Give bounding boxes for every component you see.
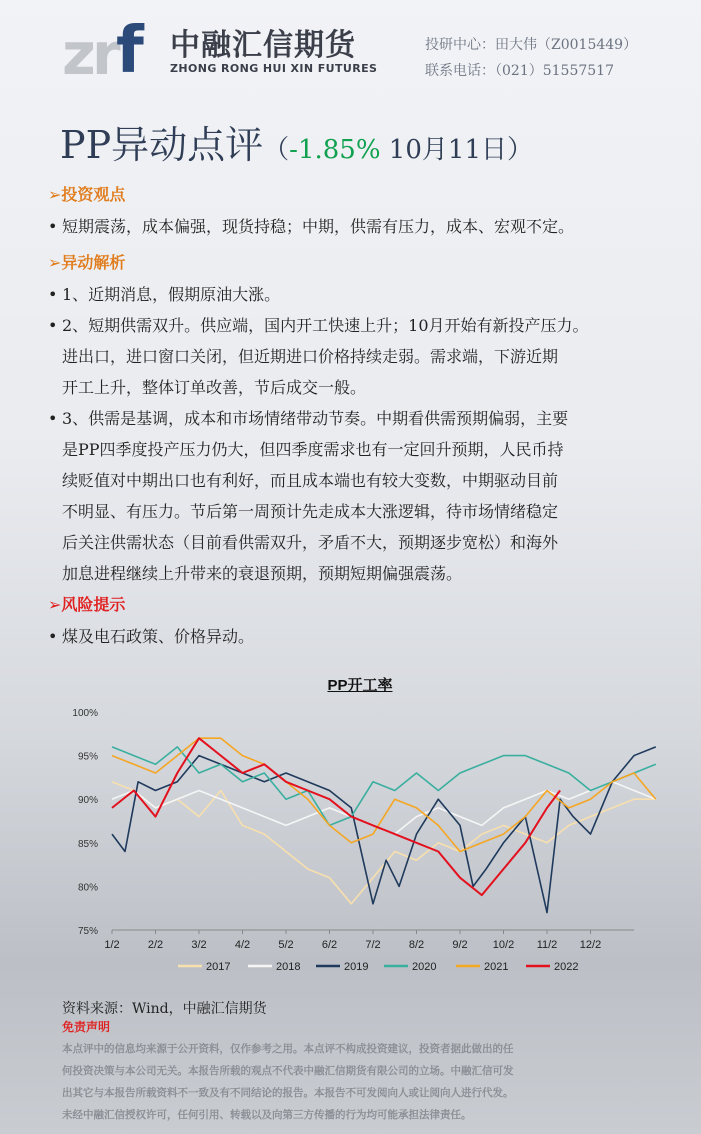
svg-text:r: r bbox=[92, 20, 121, 80]
chart-title: PP开工率 bbox=[327, 677, 393, 694]
series-line-2020 bbox=[112, 747, 656, 826]
header bbox=[0, 0, 701, 100]
x-tick-label: 7/2 bbox=[365, 939, 381, 951]
data-source: 资料来源：Wind，中融汇信期货 bbox=[62, 1001, 267, 1017]
y-tick-label: 80% bbox=[77, 882, 98, 894]
svg-text:z: z bbox=[62, 20, 96, 80]
disclaimer-text: 本点评中的信息均来源于公开资料，仅作参考之用。本点评不构成投资建议，投资者据此做出的任 何投资决策与本公司无关。本报告所载的观点不代表中融汇信期货有限公司的立场。中融汇信可发 出其它与本报告所载资料不一致及有不同结论的报告。本报告不可发阅向人或让阅向人进行代发。 未经中融汇信授权许可，任何引用、转载以及向第三方传播的行为均可能承担法律责任。 bbox=[62, 1043, 514, 1121]
y-tick-label: 85% bbox=[77, 838, 98, 850]
section-title-risk: ➢风险提示 bbox=[48, 595, 126, 614]
company-name-cn: 中融汇信期货 bbox=[170, 28, 356, 63]
x-tick-label: 1/2 bbox=[104, 939, 120, 951]
risk-item: • 煤及电石政策、价格异动。 bbox=[48, 627, 255, 646]
section-title-view: ➢投资观点 bbox=[48, 185, 126, 204]
x-tick-label: 11/2 bbox=[536, 939, 558, 951]
legend-label-2017: 2017 bbox=[206, 961, 231, 973]
svg-text:f: f bbox=[116, 14, 144, 80]
series-line-2017 bbox=[112, 782, 656, 904]
y-tick-label: 75% bbox=[77, 926, 98, 937]
x-tick-label: 6/2 bbox=[321, 939, 338, 951]
y-tick-label: 95% bbox=[77, 751, 98, 763]
chart-svg bbox=[60, 668, 660, 988]
company-logo bbox=[62, 14, 158, 80]
x-tick-label: 5/2 bbox=[278, 939, 294, 951]
price-change: -1.85% bbox=[289, 135, 381, 165]
series-line-2018 bbox=[112, 782, 656, 834]
page-title bbox=[60, 114, 533, 169]
research-contact: 投研中心：田大伟（Z0015449） bbox=[425, 37, 638, 53]
legend-label-2022: 2022 bbox=[554, 961, 579, 973]
analysis-item-2: • 2、短期供需双升。供应端，国内开工快速上升；10月开始有新投产压力。 进出口，进口窗口关闭，但近期进口价格持续走弱。需求端，下游近期 开工上升，整体订单改善，节后成交一般。 bbox=[48, 316, 589, 397]
analysis-item-1: • 1、近期消息，假期原油大涨。 bbox=[48, 285, 281, 304]
title-open-paren: （ bbox=[263, 135, 290, 165]
x-tick-label: 2/2 bbox=[147, 939, 164, 951]
phone-contact: 联系电话：（021）51557517 bbox=[425, 63, 614, 79]
disclaimer-title: 免责声明 bbox=[62, 1020, 111, 1034]
series-line-2021 bbox=[112, 738, 656, 851]
x-tick-label: 8/2 bbox=[408, 939, 425, 951]
y-tick-label: 100% bbox=[72, 708, 98, 719]
title-main: PP异动点评 bbox=[60, 123, 264, 167]
x-tick-label: 10/2 bbox=[492, 939, 515, 951]
view-item: • 短期震荡，成本偏强，现货持稳；中期，供需有压力，成本、宏观不定。 bbox=[48, 217, 575, 236]
x-tick-label: 9/2 bbox=[452, 939, 468, 951]
company-name-en: ZHONG RONG HUI XIN FUTURES bbox=[170, 62, 378, 75]
x-tick-label: 12/2 bbox=[579, 939, 602, 951]
x-tick-label: 4/2 bbox=[234, 939, 251, 951]
chart-container bbox=[60, 668, 660, 988]
legend-label-2020: 2020 bbox=[412, 961, 437, 973]
y-tick-label: 90% bbox=[77, 795, 98, 807]
analysis-item-3: • 3、供需是基调，成本和市场情绪带动节奏。中期看供需预期偏弱，主要 是PP四季度投产压力仍大，但四季度需求也有一定回升预期，人民币持 续贬值对中期出口也有利好，而且成本端也有较大变数，中期驱动目前 不明显、有压力。节后第一周预计先走成本大涨逻辑，待市场情绪稳定 后关注供需状态（目前看供需双升，矛盾不大，预期逐步宽松）和海外 加息进程继续上升带来的衰退预期，预期短期偏强震荡。 bbox=[48, 409, 569, 583]
section-title-analysis: ➢异动解析 bbox=[48, 253, 126, 272]
legend-label-2021: 2021 bbox=[484, 961, 509, 973]
legend-label-2018: 2018 bbox=[276, 961, 301, 973]
legend-label-2019: 2019 bbox=[344, 961, 369, 973]
title-date: 10月11日） bbox=[380, 135, 533, 165]
x-tick-label: 3/2 bbox=[191, 939, 207, 951]
